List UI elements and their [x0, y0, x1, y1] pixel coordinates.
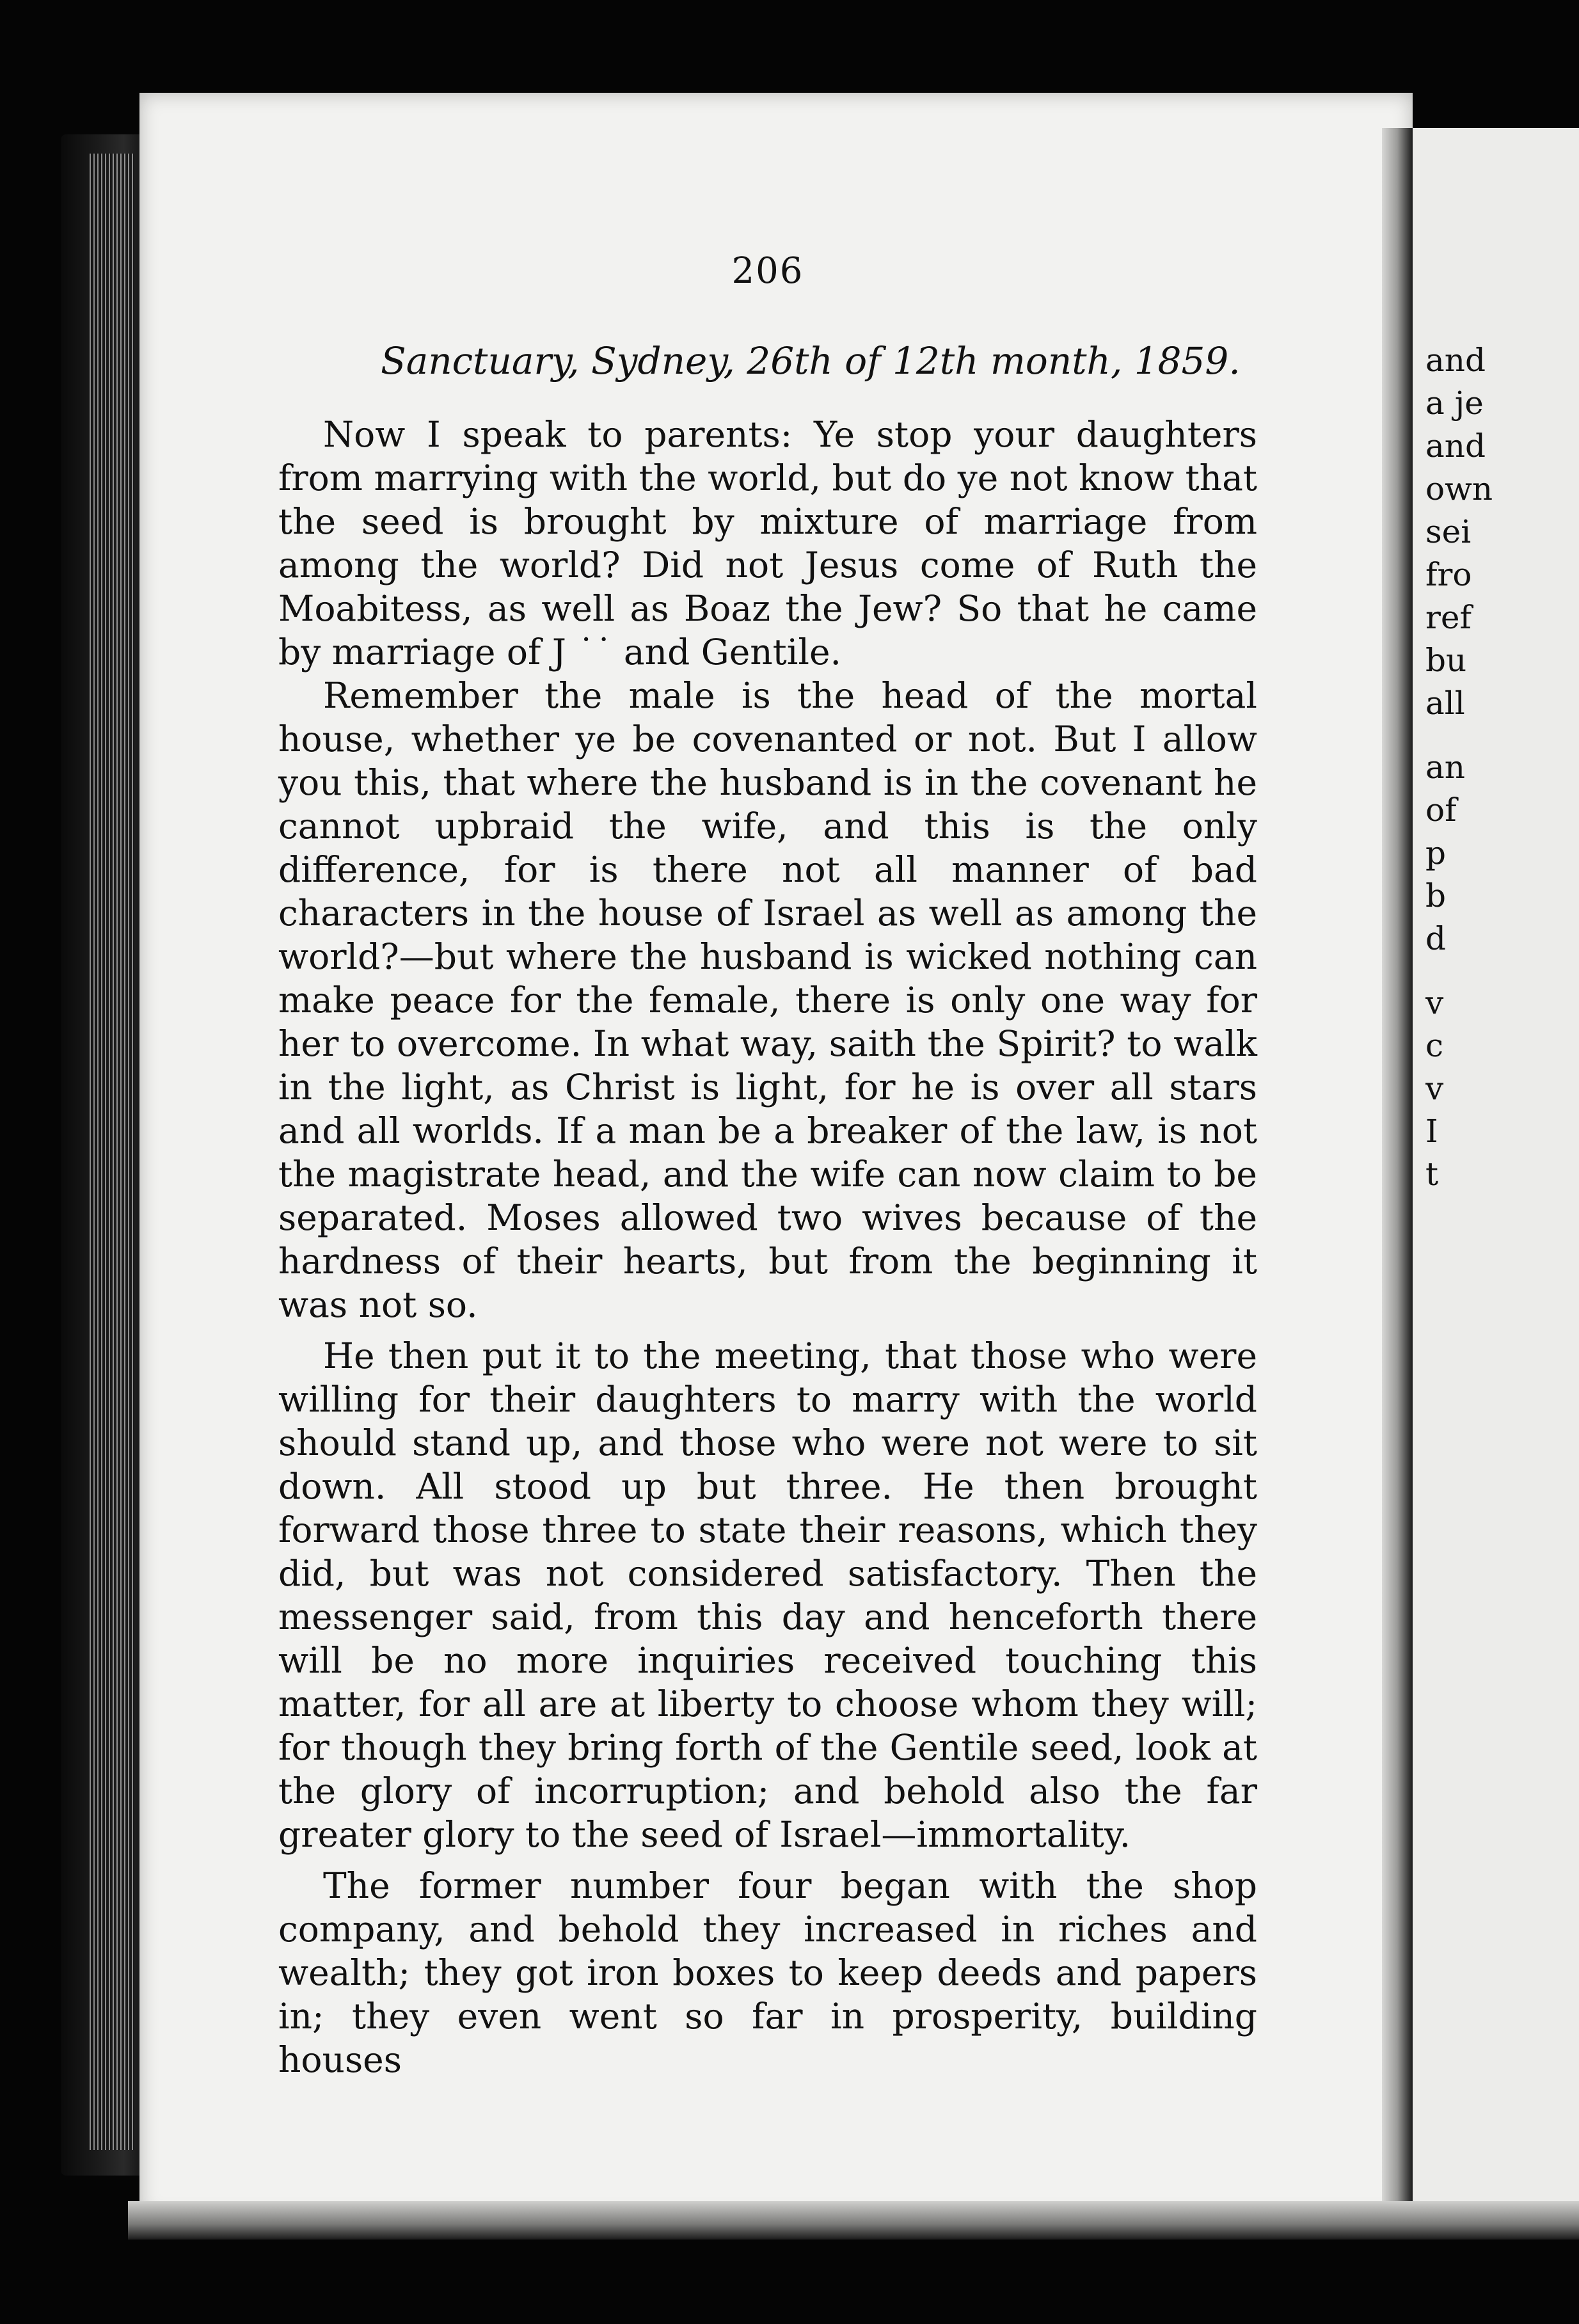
facing-fragment: d — [1425, 920, 1447, 957]
book-gutter — [1382, 128, 1413, 2201]
facing-fragment: t — [1425, 1156, 1439, 1193]
paragraph-4: The former number four began with the shop company, and behold they increased in riches and wealth; they got iron boxes to keep deeds and papers in; they even went so far in prosperity, building houses — [278, 1865, 1257, 2080]
paragraph-1: Now I speak to parents: Ye stop your daughters from marrying with the world, but do ye not know that the seed is brought by mixture of marriage from among the world? Did not Jesus come of Ruth the Moabitess, as well as Boaz the Jew? So that he came by marriage of J ˙˙ and Gentile. — [278, 414, 1257, 673]
facing-fragment: and — [1425, 342, 1486, 379]
page-number: 206 — [731, 250, 804, 292]
facing-fragment: I — [1425, 1113, 1438, 1150]
page-stack-edge — [90, 154, 134, 2150]
section-heading: Sanctuary, Sydney, 26th of 12th month, 1859. — [381, 339, 1241, 383]
facing-fragment: and — [1425, 427, 1486, 465]
facing-fragment: an — [1425, 749, 1466, 786]
facing-fragment: c — [1425, 1027, 1444, 1064]
facing-fragment: bu — [1425, 642, 1467, 679]
facing-page-text-fragments — [1425, 339, 1579, 1196]
facing-fragment: b — [1425, 877, 1447, 914]
facing-fragment: v — [1425, 984, 1444, 1021]
facing-fragment: own — [1425, 470, 1493, 507]
facing-fragment: all — [1425, 685, 1465, 722]
paragraph-2: Remember the male is the head of the mortal house, whether ye be covenanted or not. But I allow you this, that where the husband is in the covenant he cannot upbraid the wife, and this is the only difference, for is there not all manner of bad characters in the house of Israel as well as among the world?—but where the husband is wicked nothing can make peace for the female, there is only one way for her to overcome. In what way, saith the Spirit? to walk in the light, as Christ is light, for he is over all stars and all worlds. If a man be a breaker of the law, is not the magistrate head, and the wife can now claim to be separated. Moses allowed two wives because of the hardness of their hearts, but from the beginning it was not so. — [278, 675, 1257, 1325]
facing-fragment: of — [1425, 792, 1457, 829]
facing-fragment: p — [1425, 834, 1447, 872]
facing-fragment: sei — [1425, 513, 1472, 550]
facing-fragment: fro — [1425, 556, 1472, 593]
body-text — [278, 413, 1257, 2081]
page-bottom-edge — [128, 2201, 1579, 2240]
facing-fragment: a je — [1425, 385, 1484, 422]
facing-fragment: ref — [1425, 599, 1472, 636]
facing-fragment: v — [1425, 1070, 1444, 1107]
paragraph-3: He then put it to the meeting, that those who were willing for their daughters to marry with the world should stand up, and those who were not were to sit down. All stood up but three. He then brought forward those three to state their reasons, which they did, but was not considered satisfactory. Then the messenger said, from this day and henceforth there will be no more inquiries received touching this matter, for all are at liberty to choose whom they will; for though they bring forth of the Gentile seed, look at the glory of incorruption; and behold also the far greater glory to the seed of Israel—immortality. — [278, 1335, 1257, 1855]
